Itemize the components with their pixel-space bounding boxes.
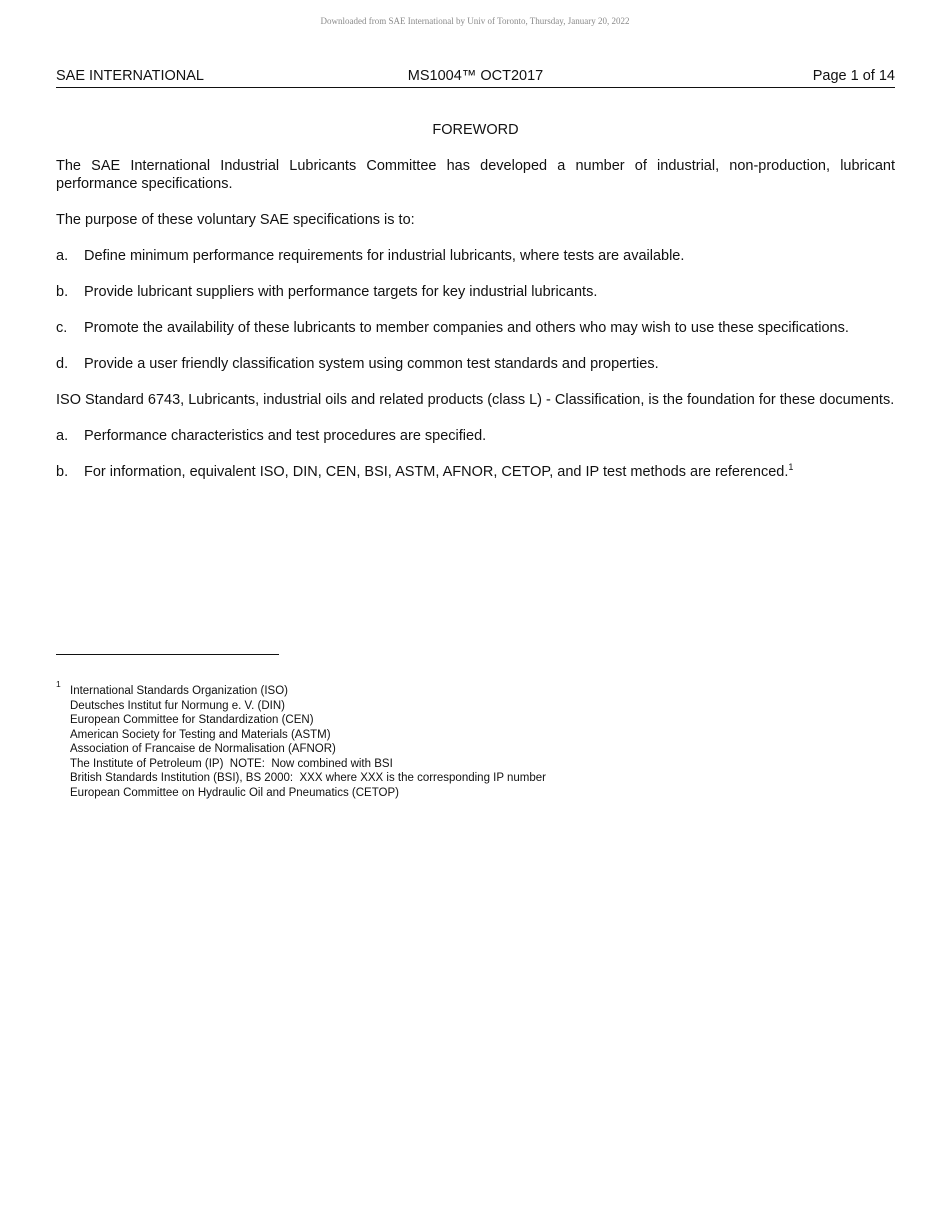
list-marker: a. — [56, 248, 69, 264]
page-header — [56, 67, 895, 88]
footnote-marker: 1 — [56, 679, 61, 689]
footnote-line: European Committee on Hydraulic Oil and Pneumatics (CETOP) — [70, 786, 399, 799]
list-marker: a. — [56, 428, 69, 444]
footnote-line: European Committee for Standardization (CEN) — [70, 714, 314, 726]
document-id: MS1004™ OCT2017 — [407, 68, 544, 84]
footnote-line: American Society for Testing and Materials (ASTM) — [70, 728, 331, 741]
list-marker: b. — [56, 284, 69, 300]
list-item — [56, 247, 895, 265]
list-marker: b. — [56, 464, 69, 480]
list-text: Performance characteristics and test procedures are specified. — [84, 428, 487, 444]
list-text: Provide a user friendly classification system using common test standards and properties. — [84, 356, 659, 372]
footnote-line: British Standards Institution (BSI), BS 2000: XXX where XXX is the corresponding IP number — [70, 772, 547, 784]
footnote-divider — [56, 654, 279, 655]
footnote — [56, 679, 546, 800]
footnote-line: Association of Francaise de Normalisation (AFNOR) — [70, 743, 336, 755]
list-item — [56, 355, 895, 373]
foreword-section — [56, 121, 895, 499]
list-marker: d. — [56, 356, 69, 372]
download-watermark: Downloaded from SAE International by Univ of Toronto, Thursday, January 20, 2022 — [320, 16, 630, 26]
list-marker: c. — [56, 320, 68, 336]
footnote-line: Deutsches Institut fur Normung e. V. (DIN) — [70, 699, 285, 712]
list-item — [56, 283, 895, 301]
footnote-reference[interactable]: 1 — [788, 462, 794, 472]
list-text: Provide lubricant suppliers with performance targets for key industrial lubricants. — [84, 284, 598, 300]
list-text: Promote the availability of these lubricants to member companies and others who may wish to use these specifications. — [84, 320, 849, 336]
footnote-line: The Institute of Petroleum (IP) NOTE: Now combined with BSI — [70, 757, 393, 770]
list-text-with-footnote — [84, 463, 895, 481]
purpose-lead: The purpose of these voluntary SAE specifications is to: — [56, 212, 415, 228]
organization-name: SAE INTERNATIONAL — [56, 68, 204, 84]
list-item — [56, 319, 895, 337]
intro-paragraph: The SAE International Industrial Lubricants Committee has developed a number of industrial, non-production, lubricant performance specifications. — [56, 158, 895, 192]
section-title: FOREWORD — [432, 122, 519, 138]
footnote-lines — [70, 684, 546, 800]
footnote-line: International Standards Organization (ISO) — [70, 685, 288, 697]
list-item — [56, 427, 895, 445]
list-text: For information, equivalent ISO, DIN, CEN, BSI, ASTM, AFNOR, CETOP, and IP test methods are referenced. — [84, 464, 789, 480]
list-text: Define minimum performance requirements for industrial lubricants, where tests are available. — [84, 248, 685, 264]
page-number: Page 1 of 14 — [812, 68, 895, 84]
iso-paragraph: ISO Standard 6743, Lubricants, industrial oils and related products (class L) - Classification, is the foundation for these documents. — [56, 392, 895, 408]
list-item — [56, 463, 895, 481]
